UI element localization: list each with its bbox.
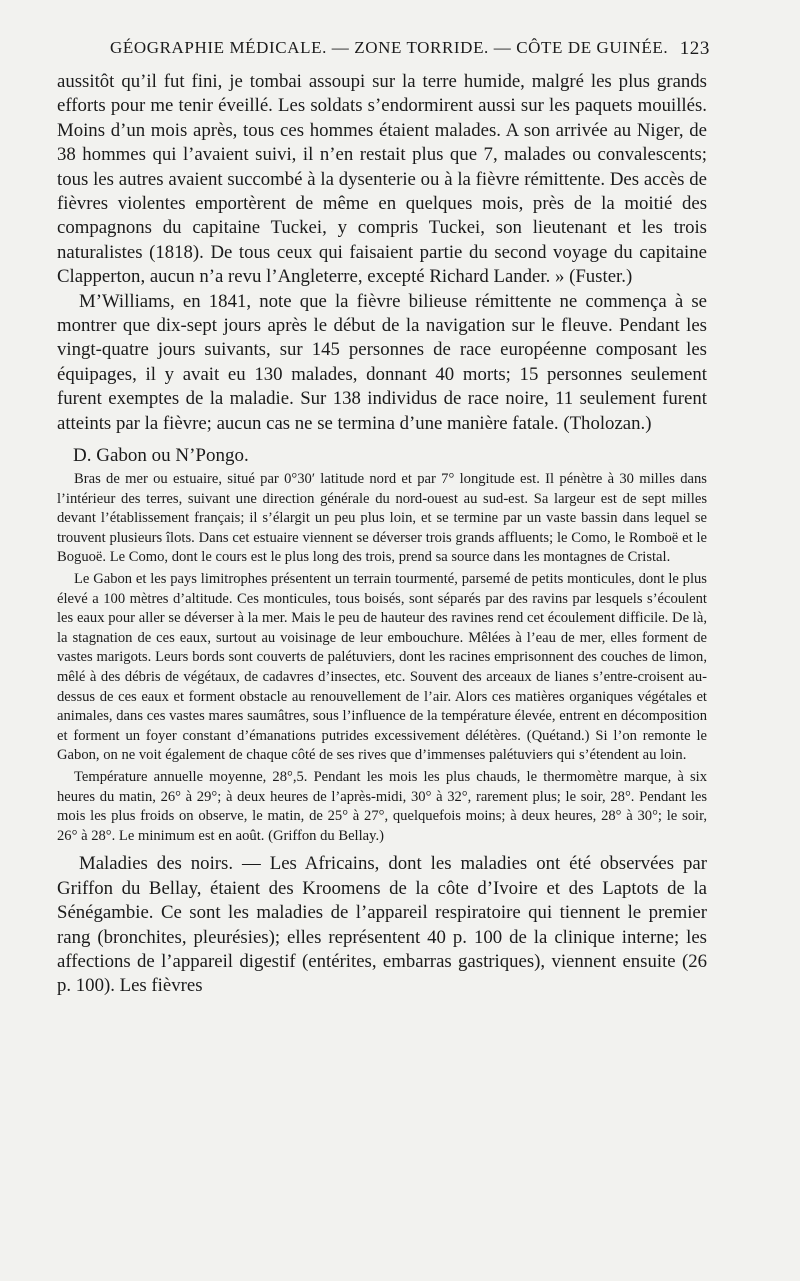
paragraph-mwilliams: M’Williams, en 1841, note que la fièvre bilieuse rémittente ne commença à se montrer que dix-sept jours après le début de la navigation sur le fleuve. Pendant les vingt-quatre jours suivants, sur 145 personnes de race européenne composant les équipages, il y avait eu 130 malades, donnant 40 morts; 15 personnes seulement furent exemptes de la maladie. Sur 138 individus de race noire, 11 seulement furent atteints par la fièvre; aucun cas ne se termina d’une manière fatale. (Tholozan.): [57, 290, 707, 434]
paragraph-fuster-quote: aussitôt qu’il fut fini, je tombai assoupi sur la terre humide, malgré les plus grands efforts pour me tenir éveillé. Les soldats s’endormirent aussi sur les paquets mouillés. Moins d’un mois après, tous ces hommes étaient malades. A son arrivée au Niger, de 38 hommes qui l’avaient suivi, il n’en restait plus que 7, malades ou convalescents; tous les autres avaient succombé à la dysenterie ou à la fièvre rémittente. Des accès de fièvres violentes emportèrent de même en quelques mois, près de la moitié des compagnons du capitaine Tuckei, y compris Tuckei, son lieutenant et les trois naturalistes (1818). De tous ceux qui faisaient partie du second voyage du capitaine Clapperton, aucun n’a revu l’Angleterre, excepté Richard Lander. » (Fuster.): [57, 71, 707, 288]
running-header: [110, 38, 710, 62]
running-title: GÉOGRAPHIE MÉDICALE. — ZONE TORRIDE. — CÔTE DE GUINÉE.: [110, 38, 669, 57]
page-body: [57, 70, 707, 999]
paragraph-maladies-des-noirs: Maladies des noirs. — Les Africains, dont les maladies ont été observées par Griffon du Bellay, étaient des Kroomens de la côte d’Ivoire et des Laptots de la Sénégambie. Ce sont les maladies de l’appareil respiratoire qui tiennent le premier rang (bronchites, pleurésies); elles représentent 40 p. 100 de la clinique interne; les affections de l’appareil digestif (entérites, embarras gastriques), viennent ensuite (26 p. 100). Les fièvres: [57, 853, 707, 997]
paragraph-gabon-terrain: Le Gabon et les pays limitrophes présentent un terrain tourmenté, parsemé de petits monticules, dont le plus élevé a 100 mètres d’altitude. Ces monticules, tous boisés, sont séparés par des ravins par lesquels s’écoulent les eaux pour aller se déverser à la mer. Mais le peu de hauteur des ravines rend cet écoulement difficile. De là, la stagnation de ces eaux, surtout au voisinage de leur embouchure. Mêlées à l’eau de mer, elles forment de vastes marigots. Leurs bords sont couverts de palétuviers, dont les racines emprisonnent des couches de limon, mêlé à des débris de végétaux, de cadavres d’insectes, etc. Souvent des arceaux de lianes s’entre-croisent au-dessus de ces eaux et forment obstacle au renouvellement de l’air. Alors ces matières organiques végétales et animales, dans ces vastes mares saumâtres, sous l’influence de la température élevée, entrent en décomposition et forment un foyer constant d’émanations putrides excessivement délétères. (Quétand.) Si l’on remonte le Gabon, on ne voit également de chaque côté de ses rives que d’immenses palétuviers qui s’étendent au loin.: [57, 571, 707, 764]
paragraph-gabon-geography: Bras de mer ou estuaire, situé par 0°30′ latitude nord et par 7° longitude est. Il pénètre à 30 milles dans l’intérieur des terres, suivant une direction générale du nord-ouest au sud-est. Sa largeur est de sept milles devant l’établissement français; il s’élargit un peu plus loin, et se termine par un vaste bassin dans lequel se trouvent plusieurs îlots. Dans cet estuaire viennent se déverser trois grands affluents; le Como, le Romboë et le Boguoë. Le Como, dont le cours est le plus long des trois, prend sa source dans les montagnes de Cristal.: [57, 471, 707, 566]
page-number: 123: [679, 38, 710, 59]
section-heading-gabon: D. Gabon ou N’Pongo.: [73, 445, 249, 467]
paragraph-gabon-temperature: Température annuelle moyenne, 28°,5. Pendant les mois les plus chauds, le thermomètre marque, à six heures du matin, 26° à 29°; à deux heures de l’après-midi, 30° à 32°, rarement plus; le soir, 28°. Pendant les mois les plus froids on observe, le matin, de 25° à 27°, quelquefois moins; à deux heures, 28° à 30°; le soir, 26° à 28°. Le minimum est en août. (Griffon du Bellay.): [57, 769, 707, 844]
